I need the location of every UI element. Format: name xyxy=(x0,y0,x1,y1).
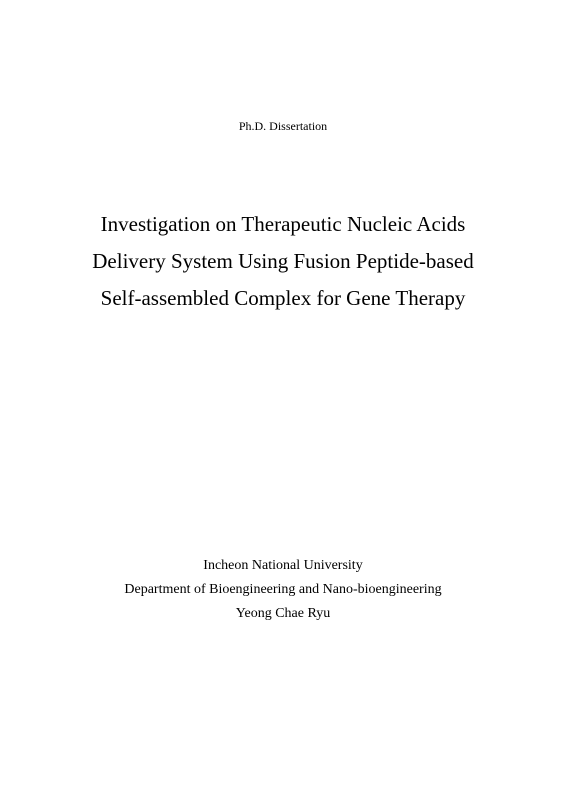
document-type: Ph.D. Dissertation xyxy=(238,119,328,133)
author-info xyxy=(0,554,566,626)
title-line-3: Self-assembled Complex for Gene Therapy xyxy=(100,286,466,310)
author-name: Yeong Chae Ryu xyxy=(235,606,331,621)
university-name: Incheon National University xyxy=(203,558,363,573)
department-name: Department of Bioengineering and Nano-bioengineering xyxy=(124,582,442,597)
dissertation-title xyxy=(0,206,566,317)
title-line-1: Investigation on Therapeutic Nucleic Acids xyxy=(100,212,466,236)
title-line-2: Delivery System Using Fusion Peptide-based xyxy=(92,249,474,273)
